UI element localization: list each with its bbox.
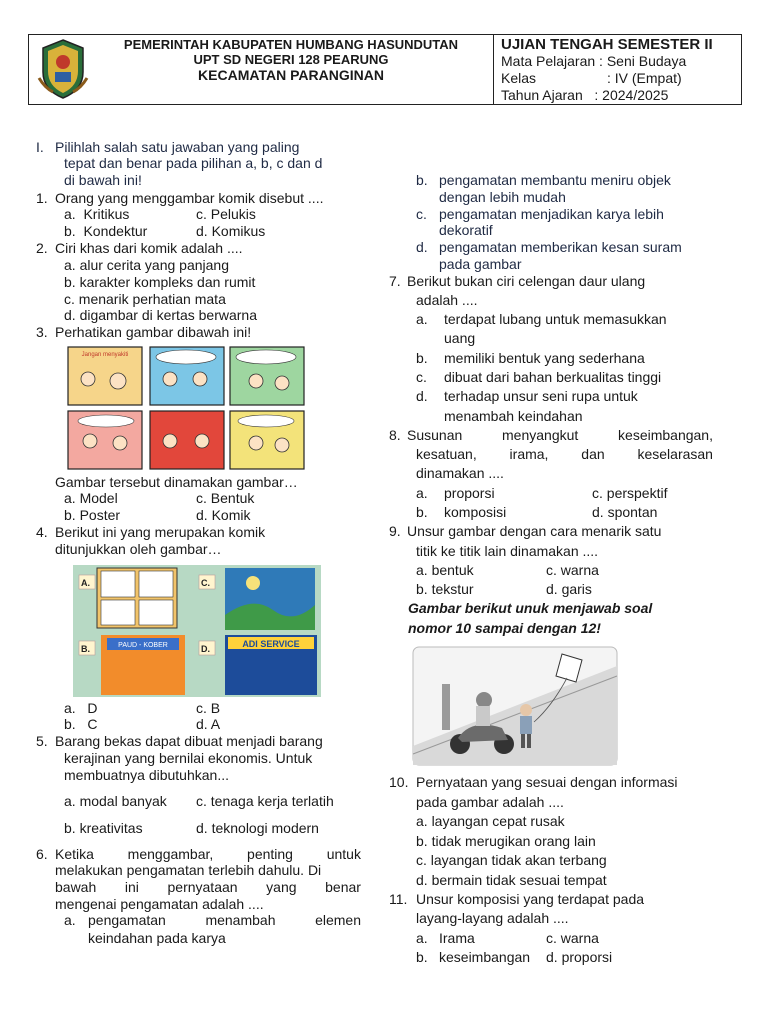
- q4-question-line-2: ditunjukkan oleh gambar…: [55, 541, 222, 557]
- q6-option-b-letter: b.: [416, 172, 428, 188]
- q3-question: Perhatikan gambar dibawah ini!: [55, 324, 252, 340]
- q2-option-c: c. menarik perhatian mata: [64, 291, 226, 307]
- word: pernyataan: [167, 879, 238, 895]
- q11-question-line-1: Unsur komposisi yang terdapat pada: [416, 891, 645, 907]
- word: menggambar,: [127, 846, 214, 862]
- q7-option-d-line-1: terhadap unsur seni rupa untuk: [444, 388, 638, 404]
- q6-option-c-line-2: dekoratif: [439, 222, 493, 238]
- q3-option-d: d. Komik: [196, 507, 251, 523]
- q9-option-b: b. tekstur: [416, 581, 474, 597]
- word: yang: [266, 879, 297, 895]
- school-name: UPT SD NEGERI 128 PEARUNG: [193, 52, 389, 67]
- q1-question: Orang yang menggambar komik disebut ....: [55, 190, 324, 206]
- q6-option-a-line-2: keindahan pada karya: [88, 930, 226, 946]
- q2-number: 2.: [36, 240, 48, 256]
- q9-option-d: d. garis: [546, 581, 592, 597]
- q10-question-line-1: Pernyataan yang sesuai dengan informasi: [416, 774, 678, 790]
- instruction-line-1: Pilihlah salah satu jawaban yang paling: [55, 139, 300, 155]
- comic-strip-image: [66, 345, 306, 471]
- q9-option-c: c. warna: [546, 562, 599, 578]
- q6-option-c-line-1: pengamatan menjadikan karya lebih: [439, 206, 664, 222]
- q5-option-c: c. tenaga kerja terlatih: [196, 793, 334, 809]
- q11-option-a: Irama: [439, 930, 475, 946]
- image-note-line-1: Gambar berikut unuk menjawab soal: [408, 600, 653, 616]
- q6-question-line-4: mengenai pengamatan adalah ....: [55, 896, 264, 912]
- q11-question-line-2: layang-layang adalah ....: [416, 910, 569, 926]
- word: untuk: [326, 846, 361, 862]
- q7-option-a-line-2: uang: [444, 330, 476, 346]
- q1-number: 1.: [36, 190, 48, 206]
- q7-option-d-letter: d.: [416, 388, 428, 404]
- q5-number: 5.: [36, 733, 48, 749]
- q6-question-line-1: [55, 846, 361, 862]
- q11-number: 11.: [389, 891, 408, 907]
- q5-option-a: a. modal banyak: [64, 793, 167, 809]
- q2-option-b: b. karakter kompleks dan rumit: [64, 274, 256, 290]
- word: benar: [325, 879, 361, 895]
- q4-option-a: a. D: [64, 700, 98, 716]
- q6-option-b-line-2: dengan lebih mudah: [439, 189, 566, 205]
- q6-option-b-line-1: pengamatan membantu meniru objek: [439, 172, 671, 188]
- q7-option-d-line-2: menambah keindahan: [444, 408, 583, 424]
- q7-option-b-letter: b.: [416, 350, 428, 366]
- q1-option-d: d. Komikus: [196, 223, 266, 239]
- q4-option-c: c. B: [196, 700, 221, 716]
- district-name: KECAMATAN PARANGINAN: [198, 67, 384, 83]
- q3-number: 3.: [36, 324, 48, 340]
- q7-option-c: dibuat dari bahan berkualitas tinggi: [444, 369, 662, 385]
- q7-option-a-letter: a.: [416, 311, 428, 327]
- q6-option-d-line-1: pengamatan memberikan kesan suram: [439, 239, 682, 255]
- service-title: ADI SERVICE: [242, 639, 300, 649]
- poster-title: PAUD - KOBER: [118, 642, 168, 649]
- q9-option-a: a. bentuk: [416, 562, 474, 578]
- q4-question-line-1: Berikut ini yang merupakan komik: [55, 524, 266, 540]
- q2-option-a: a. alur cerita yang panjang: [64, 257, 229, 273]
- word: Susunan: [407, 427, 463, 443]
- q3-option-a: a. Model: [64, 490, 118, 506]
- q8-question-line-2: [416, 446, 713, 462]
- class-value: : IV (Empat): [607, 70, 682, 86]
- class-label: Kelas: [501, 70, 537, 86]
- q5-question-line-1: Barang bekas dapat dibuat menjadi barang: [55, 733, 323, 749]
- q10-option-d: d. bermain tidak sesuai tempat: [416, 872, 607, 888]
- word: bawah: [55, 879, 97, 895]
- academic-year: Tahun Ajaran : 2024/2025: [501, 87, 669, 103]
- exam-title: UJIAN TENGAH SEMESTER II: [501, 36, 713, 53]
- q2-option-d: d. digambar di kertas berwarna: [64, 307, 257, 323]
- q1-option-c: c. Pelukis: [196, 206, 256, 222]
- q5-question-line-3: membuatnya dibutuhkan...: [64, 767, 229, 783]
- word: pengamatan: [88, 912, 166, 928]
- q8-number: 8.: [389, 427, 401, 443]
- q10-option-b: b. tidak merugikan orang lain: [416, 833, 596, 849]
- exam-header: [28, 34, 742, 105]
- q4-choice-images: [73, 565, 321, 697]
- q9-number: 9.: [389, 523, 401, 539]
- q1-option-a: a. Kritikus: [64, 206, 130, 222]
- q7-option-b: memiliki bentuk yang sederhana: [444, 350, 645, 366]
- instruction-number: I.: [36, 139, 44, 155]
- word: keselarasan: [637, 446, 713, 462]
- q8-option-c: c. perspektif: [592, 485, 668, 501]
- label-d: D.: [201, 644, 210, 654]
- q6-option-d-line-2: pada gambar: [439, 256, 522, 272]
- word: Ketika: [55, 846, 94, 862]
- q10-question-line-2: pada gambar adalah ....: [416, 794, 564, 810]
- q6-option-c-letter: c.: [416, 206, 427, 222]
- q1-option-b: b. Kondektur: [64, 223, 148, 239]
- q6-option-d-letter: d.: [416, 239, 428, 255]
- q11-option-c: c. warna: [546, 930, 599, 946]
- word: penting: [247, 846, 293, 862]
- q4-option-b: b. C: [64, 716, 98, 732]
- q6-number: 6.: [36, 846, 48, 862]
- q6-question-line-2: melakukan pengamatan terlebih dahulu. Di: [55, 862, 322, 878]
- q5-option-d: d. teknologi modern: [196, 820, 319, 836]
- word: elemen: [315, 912, 361, 928]
- q8-option-b-letter: b.: [416, 504, 428, 520]
- q7-question-line-2: adalah ....: [416, 292, 478, 308]
- q3-option-b: b. Poster: [64, 507, 121, 523]
- q5-option-b: b. kreativitas: [64, 820, 143, 836]
- word: kesatuan,: [416, 446, 477, 462]
- q3-follow-up: Gambar tersebut dinamakan gambar…: [55, 474, 298, 490]
- label-a: A.: [81, 578, 90, 588]
- q6-option-a-letter: a.: [64, 912, 76, 928]
- q8-question-line-3: dinamakan ....: [416, 465, 504, 481]
- q9-question-line-1: Unsur gambar dengan cara menarik satu: [407, 523, 662, 539]
- q9-question-line-2: titik ke titik lain dinamakan ....: [416, 543, 599, 559]
- word: menyangkut: [502, 427, 579, 443]
- q11-option-d: d. proporsi: [546, 949, 613, 965]
- q10-option-c: c. layangan tidak akan terbang: [416, 852, 607, 868]
- q5-question-line-2: kerajinan yang bernilai ekonomis. Untuk: [64, 750, 313, 766]
- q11-option-b-letter: b.: [416, 949, 428, 965]
- word: menambah: [205, 912, 276, 928]
- q11-option-b: keseimbangan: [439, 949, 531, 965]
- q7-option-c-letter: c.: [416, 369, 427, 385]
- image-note-line-2: nomor 10 sampai dengan 12!: [408, 620, 601, 636]
- q8-option-a-letter: a.: [416, 485, 428, 501]
- instruction-line-2: tepat dan benar pada pilihan a, b, c dan d: [64, 155, 323, 171]
- comic-title: Jangan menyakiti: [81, 352, 129, 358]
- q4-number: 4.: [36, 524, 48, 540]
- q10-option-a: a. layangan cepat rusak: [416, 813, 565, 829]
- q8-option-a: proporsi: [444, 485, 495, 501]
- q8-option-d: d. spontan: [592, 504, 658, 520]
- kite-scene-image: [412, 646, 618, 766]
- word: ini: [124, 879, 139, 895]
- q10-number: 10.: [389, 774, 409, 790]
- header-divider: [493, 35, 494, 104]
- q7-number: 7.: [389, 273, 401, 289]
- q8-option-b: komposisi: [444, 504, 507, 520]
- word: dan: [581, 446, 605, 462]
- subject-line: Mata Pelajaran : Seni Budaya: [501, 53, 687, 69]
- q8-question-line-1: [407, 427, 713, 443]
- label-c: C.: [201, 578, 210, 588]
- government-name: PEMERINTAH KABUPATEN HUMBANG HASUNDUTAN: [123, 37, 459, 52]
- q3-option-c: c. Bentuk: [196, 490, 255, 506]
- instruction-line-3: di bawah ini!: [64, 172, 142, 188]
- word: irama,: [509, 446, 549, 462]
- q4-option-d: d. A: [196, 716, 221, 732]
- regency-emblem-logo: [37, 38, 89, 100]
- label-b: B.: [81, 644, 90, 654]
- q7-question-line-1: Berikut bukan ciri celengan daur ulang: [407, 273, 646, 289]
- q2-question: Ciri khas dari komik adalah ....: [55, 240, 243, 256]
- q6-question-line-3: [55, 879, 361, 895]
- q6-option-a-line-1: [88, 912, 361, 928]
- q11-option-a-letter: a.: [416, 930, 428, 946]
- q7-option-a-line-1: terdapat lubang untuk memasukkan: [444, 311, 667, 327]
- word: keseimbangan,: [618, 427, 713, 443]
